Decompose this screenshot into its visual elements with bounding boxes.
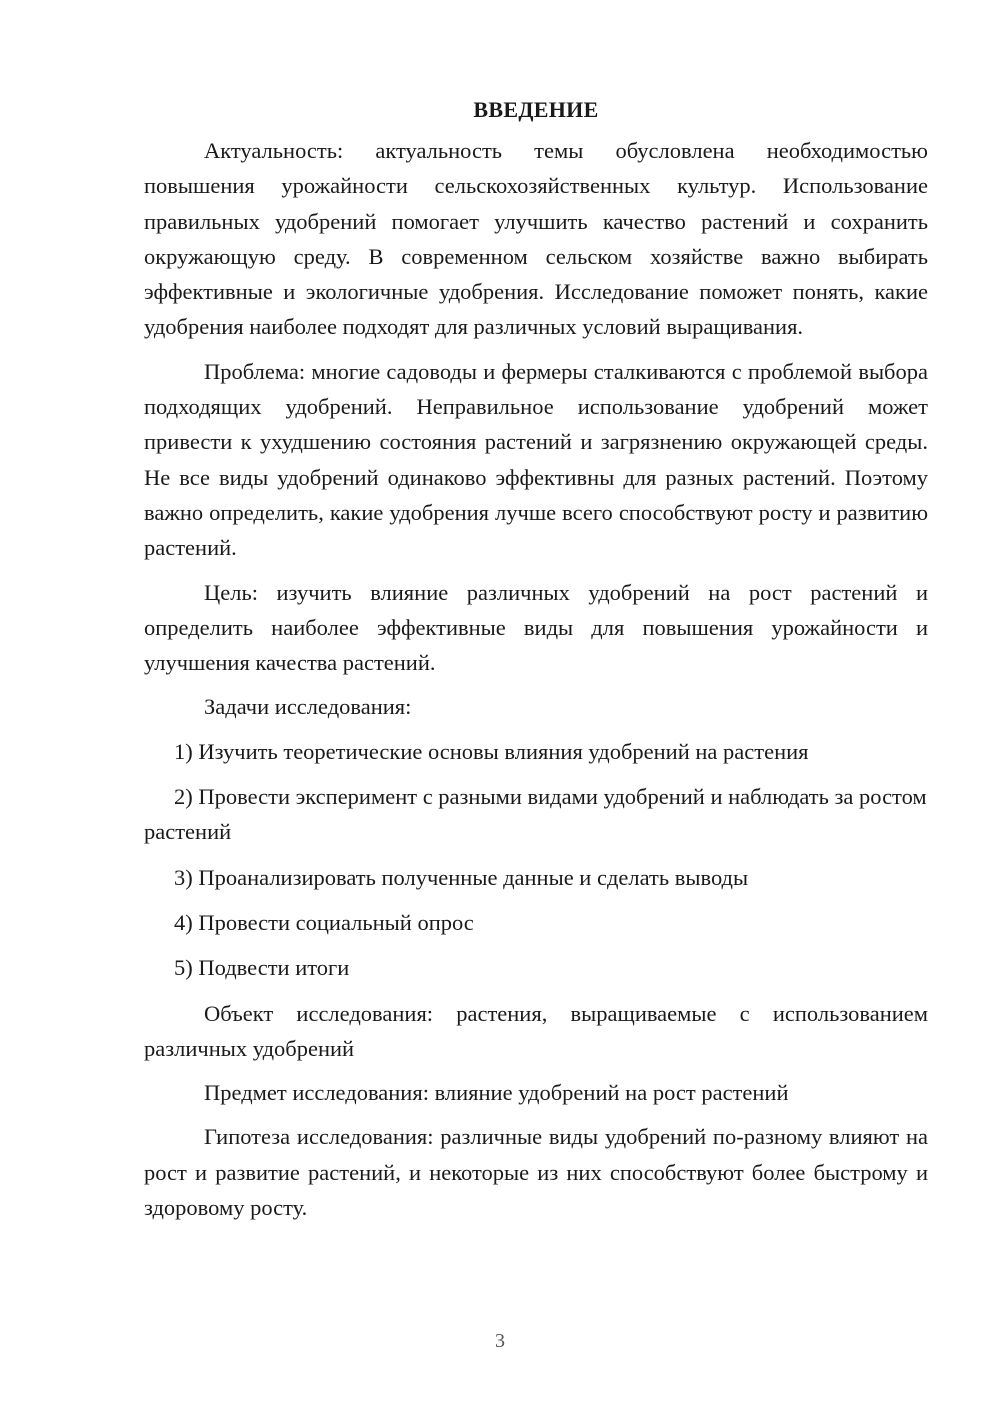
paragraph-object: Объект исследования: растения, выращиваемые с использованием различных удобрений — [144, 1000, 928, 1061]
paragraph-hypothesis: Гипотеза исследования: различные виды удобрений по-разному влияют на рост и развитие растений, и некоторые из них способствуют более быстрому и здоровому росту. — [144, 1124, 928, 1221]
list-item: 5) Подвести итоги — [174, 955, 350, 981]
paragraph-relevance: Актуальность: актуальность темы обусловлена необходимостью повышения урожайности сельскохозяйственных культур. Использование правильных удобрений помогает улучшить качество растений и сохранить окружающую среду. В современном сельском хозяйстве важно выбирать эффективные и экологичные удобрения. Исследование поможет понять, какие удобрения наиболее подходят для различных условий выращивания. — [144, 138, 928, 340]
tasks-list — [144, 734, 928, 986]
list-item: 2) Провести эксперимент с разными видами удобрений и наблюдать за ростом растений — [144, 784, 927, 845]
document-page — [144, 92, 928, 1234]
page-title: ВВЕДЕНИЕ — [473, 97, 599, 122]
list-item: 3) Проанализировать полученные данные и сделать выводы — [174, 864, 749, 890]
list-item: 1) Изучить теоретические основы влияния удобрений на растения — [174, 738, 809, 764]
page-number: 3 — [495, 1330, 505, 1352]
tasks-heading: Задачи исследования: — [204, 694, 412, 720]
list-item: 4) Провести социальный опрос — [174, 909, 474, 935]
paragraph-problem: Проблема: многие садоводы и фермеры сталкиваются с проблемой выбора подходящих удобрений. Неправильное использование удобрений может привести к ухудшению состояния растений и загрязнению окружающей среды. Не все виды удобрений одинаково эффективны для разных растений. Поэтому важно определить, какие удобрения лучше всего способствуют росту и развитию растений. — [144, 358, 928, 561]
paragraph-subject: Предмет исследования: влияние удобрений на рост растений — [204, 1080, 789, 1106]
paragraph-goal: Цель: изучить влияние различных удобрений на рост растений и определить наиболее эффективные виды для повышения урожайности и улучшения качества растений. — [144, 579, 928, 676]
